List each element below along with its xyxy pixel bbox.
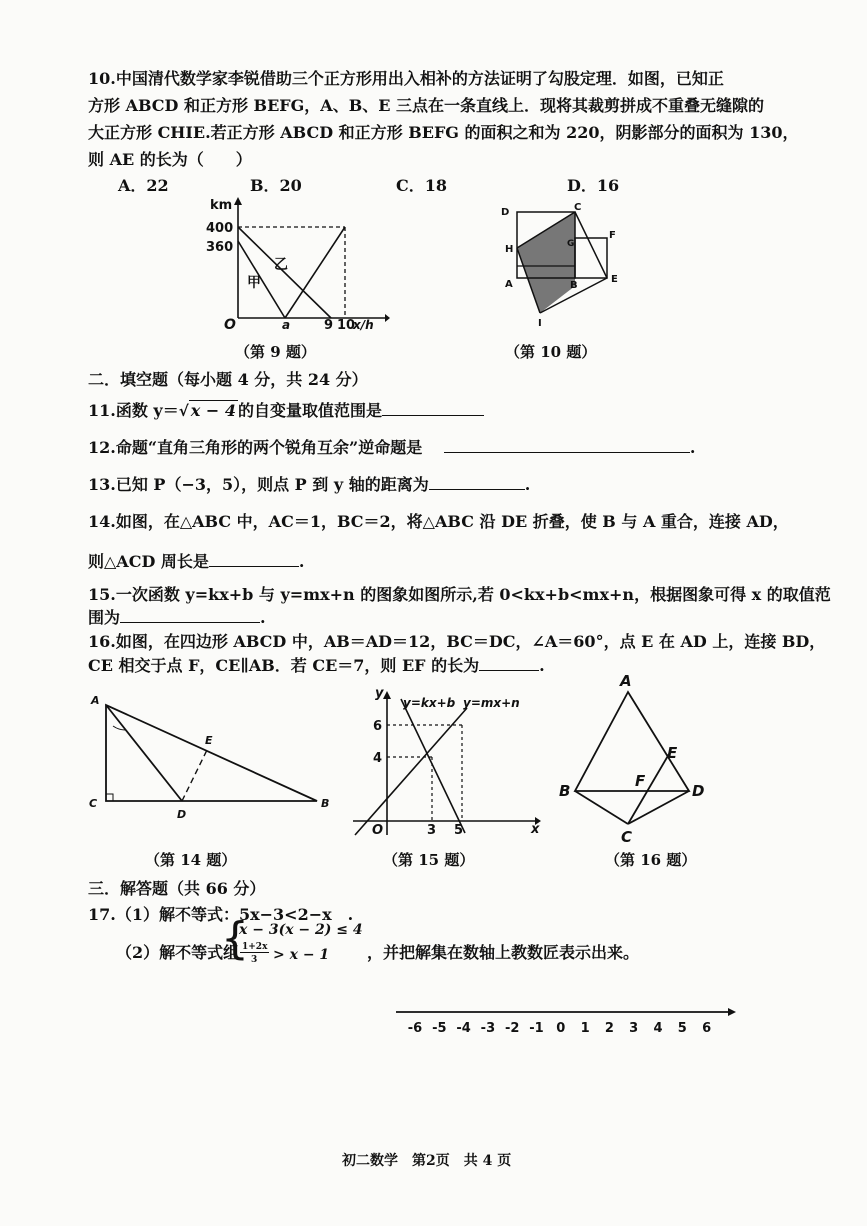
fig16-label-a: A — [620, 672, 632, 690]
number-line-tick-label: -4 — [456, 1021, 471, 1036]
q13-answer-blank[interactable] — [429, 488, 525, 490]
fig16-label-b: B — [559, 782, 571, 800]
fig10-label-g: G — [567, 239, 575, 249]
fig16-label-e: E — [667, 744, 678, 762]
fig14-segment-de — [182, 748, 208, 801]
number-line-tick-label: -3 — [480, 1021, 496, 1036]
fig9-label-jia: 甲 — [247, 275, 261, 291]
q11-radicand: x − 4 — [190, 401, 236, 420]
fig15-tick-5: 5 — [454, 823, 464, 838]
fig10-label-e: E — [611, 274, 618, 285]
fig14-segment-ad — [106, 705, 182, 801]
figure-15 — [345, 685, 550, 840]
q15-end: . — [260, 608, 266, 627]
fig9-line-jia-down — [238, 241, 285, 318]
q17-system-eq2-denominator: 3 — [251, 955, 258, 965]
fig14-caption: （第 14 题） — [145, 851, 237, 869]
fig14-label-d: D — [177, 808, 187, 821]
number-line-tick-label: -2 — [504, 1021, 520, 1036]
fig16-triangle-abd — [575, 692, 689, 791]
q14-prompt: 则△ACD 周长是 — [88, 552, 209, 571]
fig15-label-x: x — [531, 822, 540, 837]
fig10-line-ce — [575, 212, 607, 278]
fig9-origin: O — [224, 317, 236, 333]
q16-answer-blank[interactable] — [479, 669, 539, 671]
fig15-line-mx-n — [355, 708, 467, 835]
number-line-tick-label: 1 — [580, 1021, 590, 1036]
fig10-label-h: H — [505, 244, 514, 255]
fig10-shaded-region — [517, 212, 575, 313]
q11-prefix: 11.函数 y＝ — [88, 401, 179, 420]
number-line-tick-label: -5 — [432, 1021, 447, 1036]
q13 — [88, 472, 530, 495]
fig15-y-arrow — [383, 691, 391, 699]
fig10-label-f: F — [609, 230, 616, 241]
number-line-tick-label: -6 — [407, 1021, 423, 1036]
fig9-tick-a: a — [282, 318, 291, 332]
q12-text: 12.命题“直角三角形的两个锐角互余”逆命题是 — [88, 438, 423, 457]
q15-prompt: 围为 — [88, 608, 121, 627]
fig9-caption: （第 9 题） — [235, 343, 316, 361]
fig15-label-y: y — [375, 686, 384, 701]
number-line-tick-label: 4 — [653, 1021, 663, 1036]
fig9-x-arrow — [385, 314, 390, 322]
q15-answer-blank[interactable] — [120, 621, 260, 623]
fig14-label-c: C — [89, 797, 98, 810]
q13-end: . — [524, 475, 531, 494]
q10-option-b: B．20 — [250, 176, 302, 195]
q15-line1: 15.一次函数 y=kx+b 与 y=mx+n 的图象如图所示,若 0<kx+b<mx+n，根据图象可得 x 的取值范 — [88, 585, 831, 604]
fig16-label-d: D — [692, 782, 705, 800]
section-3-title: 三．解答题（共 66 分） — [88, 879, 266, 898]
figure-10 — [495, 198, 635, 333]
q10-line1: 10.中国清代数学家李锐借助三个正方形用出入相补的方法证明了勾股定理．如图，已知正 — [88, 69, 724, 88]
q11-suffix: 的自变量取值范围是 — [237, 401, 382, 420]
fig10-label-b: B — [570, 280, 578, 291]
q10-option-c: C．18 — [396, 176, 448, 195]
q17-system-eq1: x − 3(x − 2) ≤ 4 — [239, 922, 363, 938]
fig9-unit-y: km — [210, 198, 233, 213]
q17-part2-suffix: ，并把解集在数轴上教数匠表示出来。 — [367, 943, 640, 962]
fig9-unit-x: x/h — [353, 318, 374, 332]
q11-sqrt-sign: √ — [178, 402, 189, 420]
q17-system-eq2-rest: > x − 1 — [273, 947, 330, 963]
fig10-label-i: I — [538, 318, 542, 329]
number-line-tick-label: 5 — [677, 1021, 687, 1036]
number-line-tick-label: 2 — [604, 1021, 614, 1036]
q11-answer-blank[interactable] — [382, 414, 484, 416]
fig10-label-a: A — [505, 279, 513, 290]
section-2-title: 二．填空题（每小题 4 分，共 24 分） — [88, 370, 368, 389]
q10-option-a: A．22 — [118, 176, 169, 195]
fig9-tick-400: 400 — [206, 221, 234, 236]
fig15-label-kx-b: y=kx+b — [403, 696, 456, 710]
q10-line4: 则 AE 的长为（ ） — [88, 150, 252, 169]
fig14-label-a: A — [91, 694, 100, 707]
fig16-caption: （第 16 题） — [605, 851, 697, 869]
fig9-tick-360: 360 — [206, 240, 234, 255]
fig15-caption: （第 15 题） — [383, 851, 475, 869]
q17-part2-prefix: （2）解不等式组 — [116, 943, 240, 962]
q10-line2: 方形 ABCD 和正方形 BEFG，A、B、E 三点在一条直线上．现将其裁剪拼成不重叠无缝隙的 — [88, 96, 765, 115]
fig9-line-jia-up — [285, 227, 345, 318]
figure-14 — [85, 690, 335, 830]
q17-system-eq2-numerator: 1+2x — [242, 942, 268, 952]
q16-line2 — [88, 653, 545, 676]
q16-end: . — [539, 656, 545, 675]
fig9-y-arrow — [234, 197, 242, 205]
q13-text: 13.已知 P（−3，5），则点 P 到 y 轴的距离为 — [88, 475, 429, 494]
q12-answer-blank[interactable] — [444, 451, 690, 453]
q16-prompt: CE 相交于点 F，CE∥AB．若 CE＝7，则 EF 的长为 — [88, 656, 480, 675]
fig10-label-c: C — [574, 202, 582, 213]
q11 — [88, 398, 484, 421]
fig9-label-yi: 乙 — [274, 257, 288, 273]
q17-part1: 17.（1）解不等式：5x−3<2−x . — [88, 905, 354, 924]
fig15-label-mx-n: y=mx+n — [463, 696, 520, 710]
figure-9 — [200, 195, 390, 335]
fig14-right-angle — [106, 794, 113, 801]
q14-line2 — [88, 549, 304, 572]
q14-answer-blank[interactable] — [209, 565, 299, 567]
fig15-tick-4: 4 — [373, 751, 383, 766]
number-line — [390, 1000, 740, 1050]
fig14-label-e: E — [205, 734, 213, 747]
q17-system-brace: { — [221, 913, 249, 964]
fig10-label-d: D — [501, 207, 510, 218]
fig15-tick-6: 6 — [373, 719, 383, 734]
q12: 12.命题“直角三角形的两个锐角互余”逆命题是 . — [88, 438, 696, 457]
fig10-caption: （第 10 题） — [505, 343, 597, 361]
fig16-label-c: C — [621, 828, 633, 846]
fig15-label-origin: O — [372, 823, 384, 838]
q14-end: . — [298, 552, 305, 571]
fig15-line-kx-b — [401, 699, 465, 833]
figure-16 — [555, 672, 715, 852]
number-line-tick-label: 6 — [702, 1021, 712, 1036]
q10-line3: 大正方形 CHIE.若正方形 ABCD 和正方形 BEFG 的面积之和为 220，阴影部分的面积为 130， — [88, 123, 799, 142]
fig9-tick-10: 10 — [337, 318, 356, 333]
fig16-segment-bc — [575, 791, 628, 824]
q15-line2 — [88, 605, 266, 628]
number-line-tick-label: 0 — [556, 1021, 566, 1036]
page-footer: 初二数学 第2页 共 4 页 — [342, 1153, 512, 1169]
fig15-tick-3: 3 — [427, 823, 437, 838]
q16-line1: 16.如图，在四边形 ABCD 中，AB＝AD＝12，BC＝DC，∠A＝60°，点 E 在 AD 上，连接 BD， — [88, 632, 826, 651]
q14-line1: 14.如图，在△ABC 中，AC＝1，BC＝2，将△ABC 沿 DE 折叠，使 B 与 A 重合，连接 AD， — [88, 512, 789, 531]
fig14-triangle-abc — [106, 705, 317, 801]
number-line-arrow — [728, 1008, 736, 1016]
number-line-tick-label: 3 — [629, 1021, 639, 1036]
fig9-tick-9: 9 — [324, 318, 334, 333]
q10-option-d: D．16 — [567, 176, 620, 195]
fig16-label-f: F — [635, 772, 646, 790]
number-line-tick-label: -1 — [529, 1021, 544, 1036]
fig14-label-b: B — [321, 797, 330, 810]
